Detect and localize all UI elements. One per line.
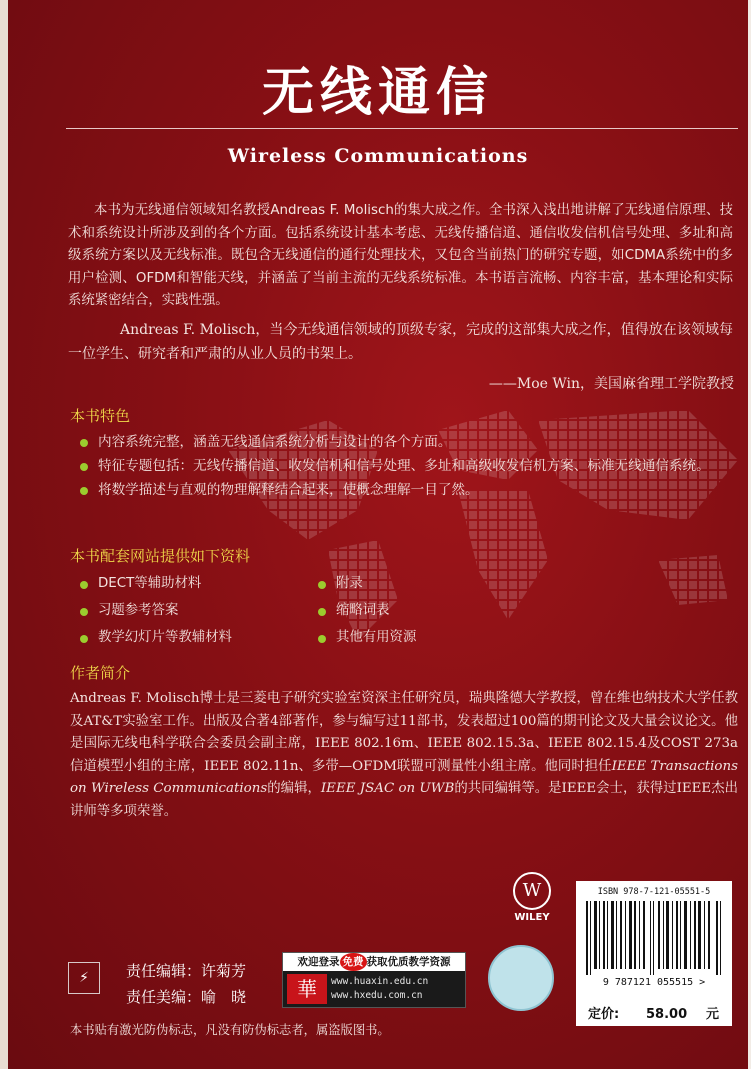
anti-piracy-notice: 本书贴有激光防伪标志，凡没有防伪标志者，属盗版图书。 xyxy=(70,1023,390,1037)
resource-item: DECT等辅助材料 xyxy=(80,572,318,596)
author-bio xyxy=(70,688,738,824)
editor-credit: 责任编辑：许菊芳 xyxy=(126,962,247,980)
journal-title: IEEE Transactions on Wireless Communications xyxy=(70,758,738,797)
price-label: 定价: xyxy=(588,1007,620,1022)
price-amount: 58.00 xyxy=(646,1007,688,1022)
promo-text: 获取优质教学资源 xyxy=(366,956,451,968)
endorsement-quote: Andreas F. Molisch，当今无线通信领域的顶级专家，完成的这部集大成之作，值得放在该领域每一位学生、研究者和严肃的从业人员的书架上。 xyxy=(68,322,733,362)
promo-url: www.huaxin.edu.cn xyxy=(331,976,429,987)
wiley-logo-icon: W xyxy=(513,872,551,910)
resource-item: 教学幻灯片等教辅材料 xyxy=(80,626,318,650)
price-box xyxy=(576,1004,732,1026)
page-edge xyxy=(0,0,8,1069)
resources-list xyxy=(80,572,480,650)
promo-banner xyxy=(282,952,466,1008)
author-bio-text: Andreas F. Molisch博士是三菱电子研究实验室资深主任研究员，瑞典隆德大学教授，曾在维也纳技术大学任教及AT&T实验室工作。出版及合著4部著作，参与编写过11部书，发表超过100篇的期刊论文及大量会议论文。他是国际无线电科学联合会委员会副主席，IEEE 802.16m、IEEE 802.15.3a、IEEE 802.15.4及COST 273a信道模型小组的主席，IEEE 802.11n、多带—OFDM联盟可测量性小组主席。他同时担任 xyxy=(70,691,738,774)
promo-url: www.hxedu.com.cn xyxy=(331,990,423,1001)
journal-title: IEEE JSAC on UWB xyxy=(320,781,455,797)
resource-item: 附录 xyxy=(318,572,478,596)
resource-item: 其他有用资源 xyxy=(318,626,478,650)
resource-item: 习题参考答案 xyxy=(80,599,318,623)
isbn-box xyxy=(576,881,732,1011)
book-subtitle: Wireless Communications xyxy=(227,145,529,167)
laser-seal-icon xyxy=(488,945,554,1011)
barcode-number: 9 787121 055515 > xyxy=(602,977,706,988)
free-badge: 免费 xyxy=(340,953,367,971)
features-heading: 本书特色 xyxy=(70,407,131,425)
author-bio-text: 的共同编辑等。是IEEE会士，获得过IEEE杰出讲师等多项荣誉。 xyxy=(70,781,738,819)
intro-paragraph: 本书为无线通信领域知名教授Andreas F. Molisch的集大成之作。全书深入浅出地讲解了无线通信原理、技术和系统设计所涉及到的各个方面。包括系统设计基本考虑、无线传播信道、通信收发信机信号处理、多址和高级系统方案以及无线标准。既包含无线通信的通行处理技术，又包含当前热门的研究专题，如CDMA系统中的多用户检测、OFDM和智能天线，并涵盖了当前主流的无线系统标准。本书语言流畅、内容丰富，基本理论和实际系统紧密结合，实践性强。 xyxy=(68,203,733,308)
designer-credit: 责任美编：喻 晓 xyxy=(126,988,247,1006)
book-back-cover xyxy=(8,0,748,1069)
promo-text: 欢迎登录 xyxy=(297,956,340,968)
feature-item: 内容系统完整，涵盖无线通信系统分析与设计的各个方面。 xyxy=(80,430,740,454)
feature-item: 特征专题包括：无线传播信道、收发信机和信号处理、多址和高级收发信机方案、标准无线通信系统。 xyxy=(80,454,740,478)
promo-heading xyxy=(283,953,465,971)
barcode-icon xyxy=(584,901,724,975)
publisher-logo-icon: ⚡ xyxy=(68,962,100,994)
resource-item: 缩略词表 xyxy=(318,599,478,623)
book-title: 无线通信 xyxy=(261,62,494,123)
feature-item: 将数学描述与直观的物理解释结合起来，使概念理解一目了然。 xyxy=(80,478,740,502)
author-bio-text: 的编辑， xyxy=(267,781,321,797)
features-list xyxy=(80,430,740,502)
wiley-name: WILEY xyxy=(514,912,550,923)
title-divider xyxy=(66,128,738,129)
resources-heading: 本书配套网站提供如下资料 xyxy=(70,547,251,565)
isbn-label: ISBN 978-7-121-05551-5 xyxy=(597,887,711,897)
price-unit: 元 xyxy=(706,1007,720,1022)
endorsement-source: ——Moe Win，美国麻省理工学院教授 xyxy=(488,376,734,392)
wiley-logo xyxy=(508,872,556,923)
author-heading: 作者简介 xyxy=(70,664,131,682)
huaxin-logo-icon: 華 xyxy=(287,974,327,1004)
